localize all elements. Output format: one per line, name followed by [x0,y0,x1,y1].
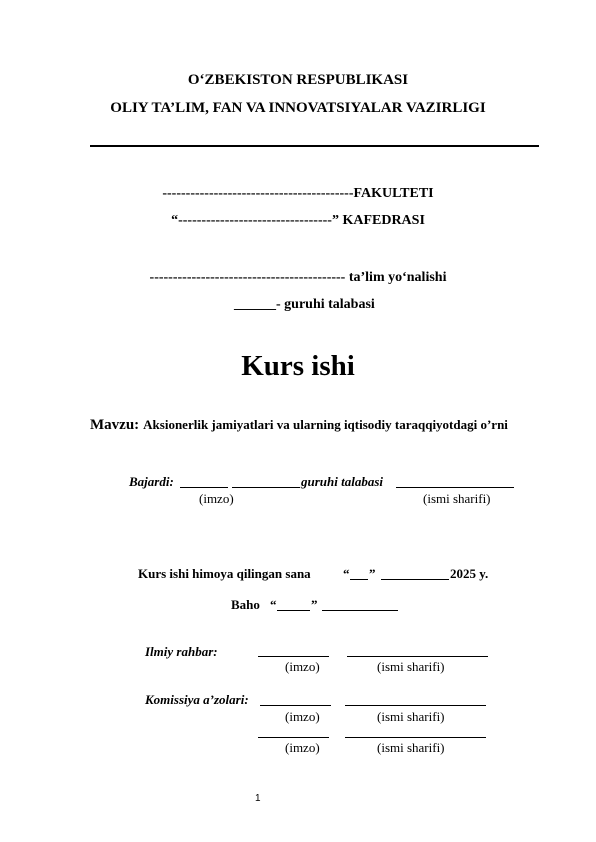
performer-name-blank [396,487,514,488]
page-number: 1 [255,793,261,804]
defense-text: Kurs ishi himoya qilingan sana [138,566,311,581]
commission-label: Komissiya a’zolari: [145,692,249,707]
supervisor-label: Ilmiy rahbar: [145,644,218,659]
group-line [234,297,375,313]
ministry-country: O‘ZBEKISTON RESPUBLIKASI [187,72,409,88]
grade-label: Baho [231,597,260,612]
defense-quote-close: ” [369,566,376,581]
commission-sign-caption-2: (imzo) [285,740,320,755]
defense-quote-open: “ [343,566,350,581]
topic-text: Aksionerlik jamiyatlari va ularning iqtisodiy taraqqiyotdagi o’rni [143,417,508,432]
faculty-line: -----------------------------------------FAKULTETI [162,186,434,201]
commission-sign-blank-1 [260,705,331,706]
page-title: Kurs ishi [241,350,355,382]
group-blank: ______ [234,297,276,312]
performer-sign-blank [180,487,228,488]
commission-name-caption-2: (ismi sharifi) [377,740,445,755]
performer-group-label: guruhi talabasi [301,474,384,489]
defense-month-blank [381,579,449,580]
topic-label: Mavzu: [90,417,140,433]
commission-name-blank-2 [345,737,486,738]
grade-score-blank [277,610,310,611]
defense-day-blank [350,579,368,580]
supervisor-name-blank [347,656,488,657]
defense-date-line [138,566,311,582]
commission-name-blank-1 [345,705,486,706]
performer-name-caption: (ismi sharifi) [423,491,491,506]
department-line: “---------------------------------” KAFEDRASI [171,213,425,228]
supervisor-sign-blank [258,656,329,657]
ministry-name: OLIY TA’LIM, FAN VA INNOVATSIYALAR VAZIRLIGI [110,100,486,116]
direction-line: ------------------------------------------ ta’lim yo‘nalishi [149,270,447,285]
performer-label: Bajardi: [129,474,174,489]
topic-line [90,416,508,434]
header-divider [90,145,539,147]
commission-sign-caption-1: (imzo) [285,709,320,724]
performer-group-blank [232,487,300,488]
grade-quote-close: ” [311,597,318,612]
supervisor-sign-caption: (imzo) [285,659,320,674]
commission-sign-blank-2 [258,737,329,738]
commission-name-caption-1: (ismi sharifi) [377,709,445,724]
grade-word-blank [322,610,398,611]
defense-year: 2025 y. [450,566,489,581]
grade-quote-open: “ [270,597,277,612]
performer-sign-caption: (imzo) [199,491,234,506]
group-suffix: - guruhi talabasi [276,297,375,312]
supervisor-name-caption: (ismi sharifi) [377,659,445,674]
